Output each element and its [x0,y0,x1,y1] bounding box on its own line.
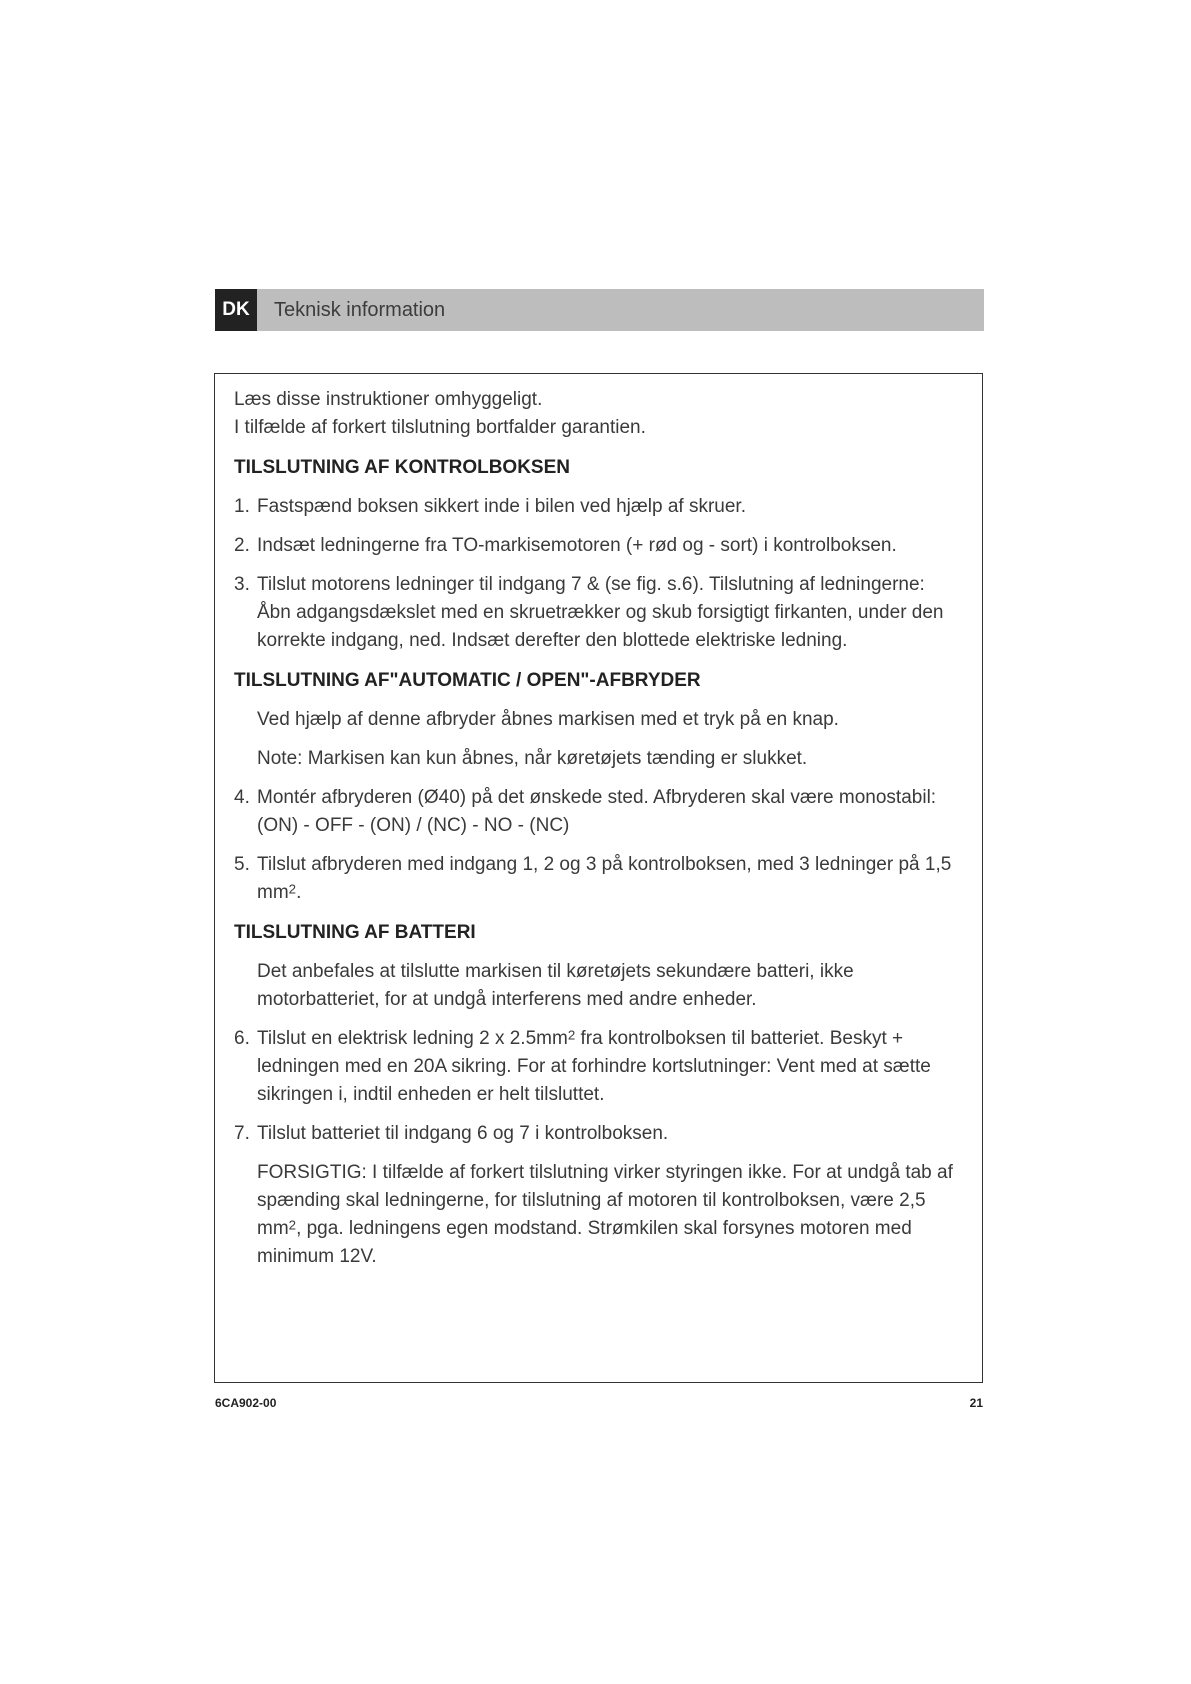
text-part: Tilslut afbryderen med indgang 1, 2 og 3 på kontrolboksen, med 3 ledninger på 1,5 mm [257,854,952,903]
item-text: Tilslut batteriet til indgang 6 og 7 i kontrolboksen. [257,1123,669,1144]
item-text: Fastspænd boksen sikkert inde i bilen ved hjælp af skruer. [257,496,746,517]
language-badge: DK [215,289,257,331]
item-text [257,851,962,907]
list-item [234,1120,962,1148]
text-part: FORSIGTIG: I tilfælde af forkert tilslutning virker styringen ikke. For at undgå tab af spænding skal ledningerne, for tilslutning af motoren til kontrolboksen, være 2,5 mm [257,1162,953,1239]
note-paragraph: Note: Markisen kan kun åbnes, når køretøjets tænding er slukket. [257,748,808,769]
intro-line-2: I tilfælde af forkert tilslutning bortfalder garantien. [234,417,646,438]
item-number: 3. [234,574,250,595]
list-item [234,1025,962,1109]
paragraph: Ved hjælp af denne afbryder åbnes markisen med et tryk på en knap. [257,709,839,730]
page-title: Teknisk information [274,298,446,321]
text-part: . [296,882,302,903]
list-item [234,493,962,521]
intro-line-1: Læs disse instruktioner omhyggeligt. [234,389,543,410]
superscript: 2 [288,1217,297,1233]
list-item [234,784,962,840]
section-title-battery: TILSLUTNING AF BATTERI [234,922,476,943]
list-item [234,571,962,655]
section-title-switch: TILSLUTNING AF"AUTOMATIC / OPEN"-AFBRYDER [234,670,701,691]
text-part: fra kontrolboksen til batteriet. Beskyt + ledningen med en 20A sikring. For at forhindre kortslutninger: Vent med at sætte sikringen i, indtil enheden er helt tilsluttet. [257,1028,931,1105]
item-text: Indsæt ledningerne fra TO-markisemotoren (+ rød og - sort) i kontrolboksen. [257,535,897,556]
section-title-control-box: TILSLUTNING AF KONTROLBOKSEN [234,457,570,478]
item-number: 5. [234,854,250,875]
superscript: 2 [567,1027,576,1043]
intro [234,386,962,442]
list-item [234,851,962,907]
item-number: 1. [234,496,250,517]
superscript: 2 [288,881,297,897]
caution-paragraph [257,1159,962,1271]
item-number: 2. [234,535,250,556]
item-text [257,1025,962,1109]
item-number: 7. [234,1123,250,1144]
list-item [234,532,962,560]
content-box [214,373,983,1383]
text-part: Tilslut en elektrisk ledning 2 x 2.5mm [257,1028,568,1049]
item-number: 6. [234,1028,250,1049]
item-text: Tilslut motorens ledninger til indgang 7 & (se fig. s.6). Tilslutning af ledningerne: Åbn adgangsdækslet med en skruetrækker og skub forsigtigt firkanten, under den korrekte indgang, ned. Indsæt derefter den blottede elektriske ledning. [257,574,944,651]
header-bar [215,289,984,331]
item-number: 4. [234,787,250,808]
page-number: 21 [969,1396,983,1410]
item-text: Montér afbryderen (Ø40) på det ønskede sted. Afbryderen skal være monostabil: (ON) - OFF - (ON) / (NC) - NO - (NC) [257,787,937,836]
paragraph: Det anbefales at tilslutte markisen til køretøjets sekundære batteri, ikke motorbatteriet, for at undgå interferens med andre enheder. [257,961,854,1010]
document-code: 6CA902-00 [215,1396,277,1410]
text-part: , pga. ledningens egen modstand. Strømkilen skal forsynes motoren med minimum 12V. [257,1218,912,1267]
